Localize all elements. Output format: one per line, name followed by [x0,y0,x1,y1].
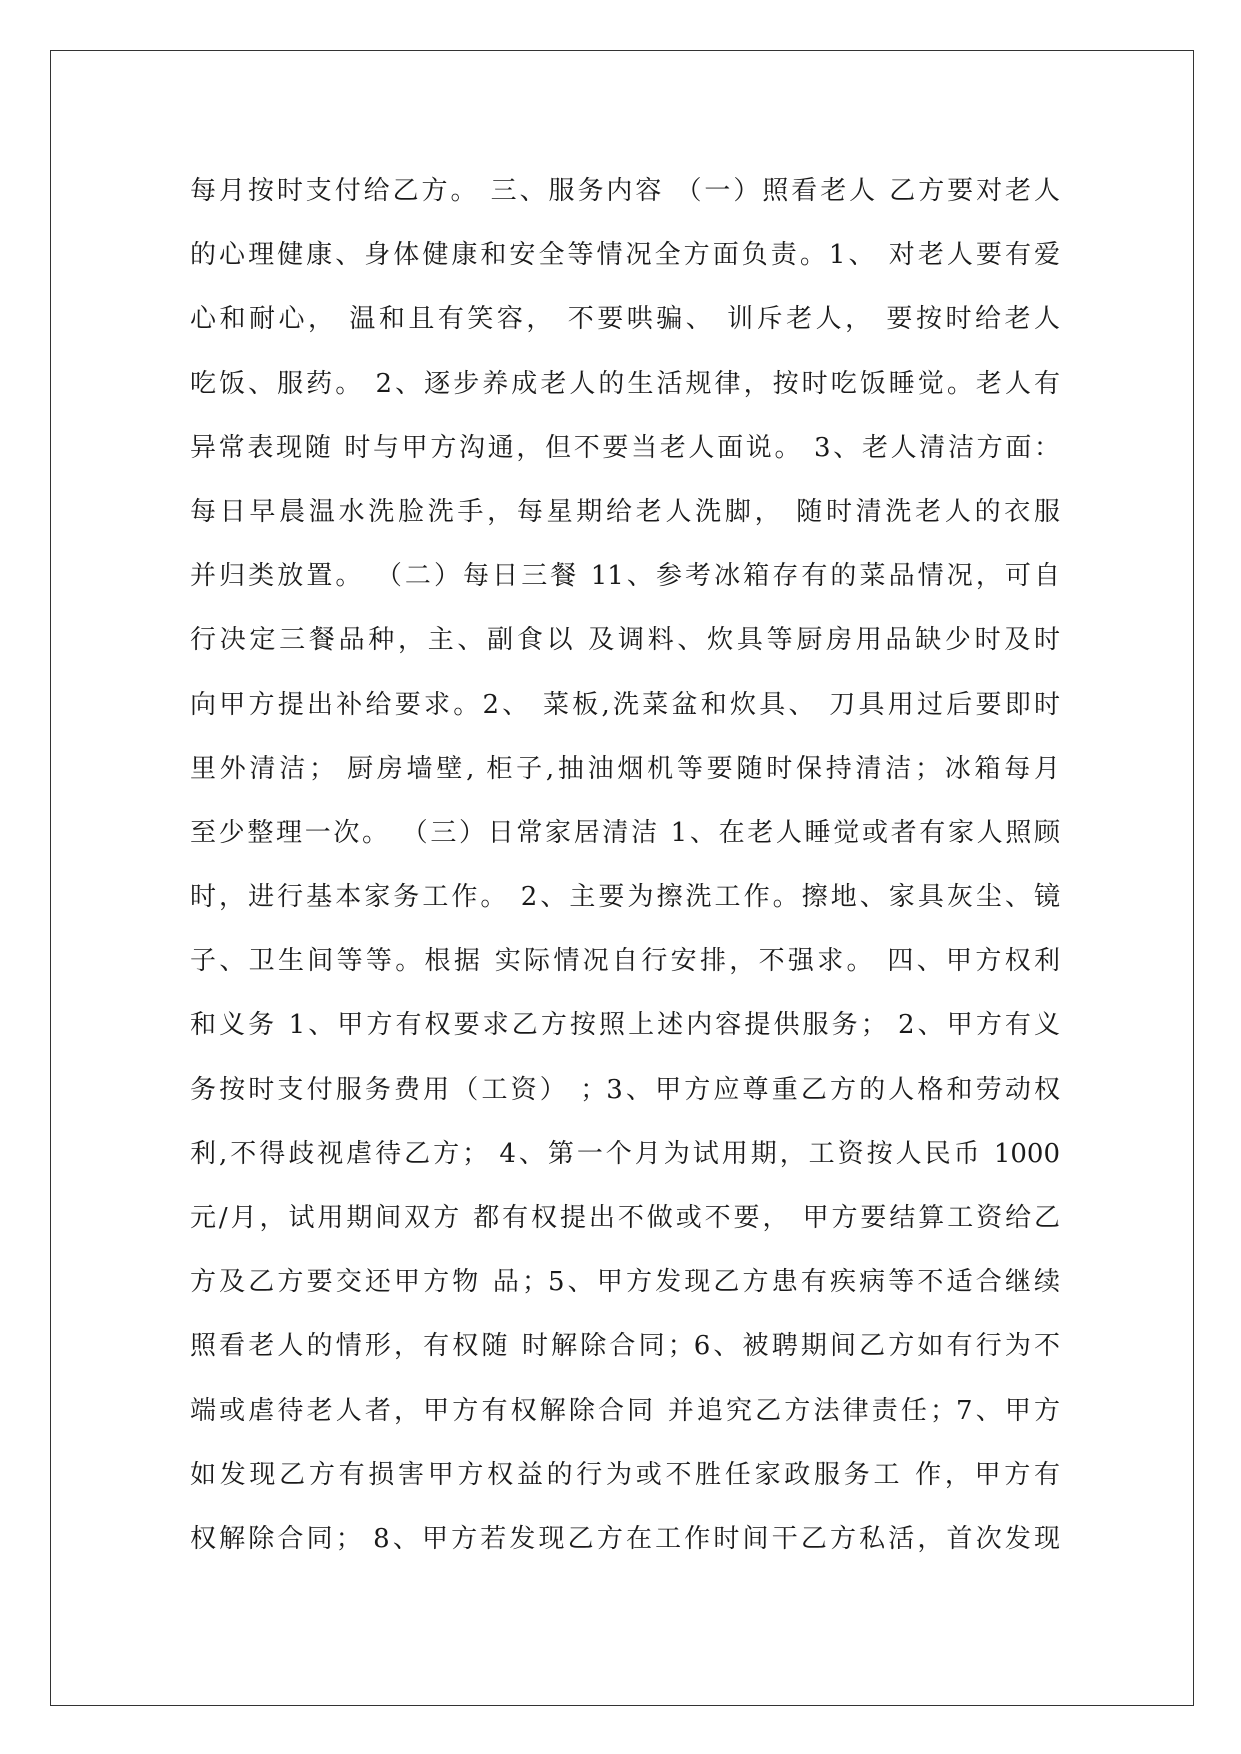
document-line: 务按时支付服务费用（工资） ；3、甲方应尊重乙方的人格和劳动权 [190,1074,1060,1105]
document-line: 每月按时支付给乙方。 三、服务内容 （一）照看老人 乙方要对老人 [190,176,1060,206]
document-body [190,159,1060,1571]
document-line: 和义务 1、甲方有权要求乙方按照上述内容提供服务； 2、甲方有义 [190,1010,1060,1041]
document-line: 异常表现随 时与甲方沟通，但不要当老人面说。 3、老人清洁方面： [190,432,1060,463]
document-line: 权解除合同； 8、甲方若发现乙方在工作时间干乙方私活，首次发现 [190,1523,1060,1554]
document-line: 每日早晨温水洗脸洗手，每星期给老人洗脚， 随时清洗老人的衣服 [190,496,1060,527]
document-line: 端或虐待老人者，甲方有权解除合同 并追究乙方法律责任；7、甲方 [190,1395,1060,1426]
document-line: 如发现乙方有损害甲方权益的行为或不胜任家政服务工 作，甲方有 [190,1459,1060,1490]
document-line: 利,不得歧视虐待乙方； 4、第一个月为试用期，工资按人民币 1000 [190,1138,1060,1169]
document-line: 吃饭、服药。 2、逐步养成老人的生活规律，按时吃饭睡觉。老人有 [190,368,1060,399]
document-line: 照看老人的情形，有权随 时解除合同；6、被聘期间乙方如有行为不 [190,1331,1060,1362]
document-line: 里外清洁； 厨房墙壁, 柜子,抽油烟机等要随时保持清洁；冰箱每月 [190,753,1060,784]
document-line: 方及乙方要交还甲方物 品；5、甲方发现乙方患有疾病等不适合继续 [190,1267,1060,1298]
document-line: 的心理健康、身体健康和安全等情况全方面负责。1、 对老人要有爱 [190,240,1060,271]
document-line: 向甲方提出补给要求。2、 菜板,洗菜盆和炊具、 刀具用过后要即时 [190,689,1060,720]
document-line: 子、卫生间等等。根据 实际情况自行安排，不强求。 四、甲方权利 [190,946,1060,977]
document-line: 并归类放置。 （二）每日三餐 11、参考冰箱存有的菜品情况，可自 [190,561,1060,592]
document-line: 心和耐心， 温和且有笑容， 不要哄骗、 训斥老人， 要按时给老人 [190,304,1060,335]
document-line: 时，进行基本家务工作。 2、主要为擦洗工作。擦地、家具灰尘、镜 [190,882,1060,913]
document-line: 至少整理一次。 （三）日常家居清洁 1、在老人睡觉或者有家人照顾 [190,817,1060,848]
document-line: 行决定三餐品种，主、副食以 及调料、炊具等厨房用品缺少时及时 [190,625,1060,656]
document-line: 元/月，试用期间双方 都有权提出不做或不要， 甲方要结算工资给乙 [190,1203,1060,1233]
